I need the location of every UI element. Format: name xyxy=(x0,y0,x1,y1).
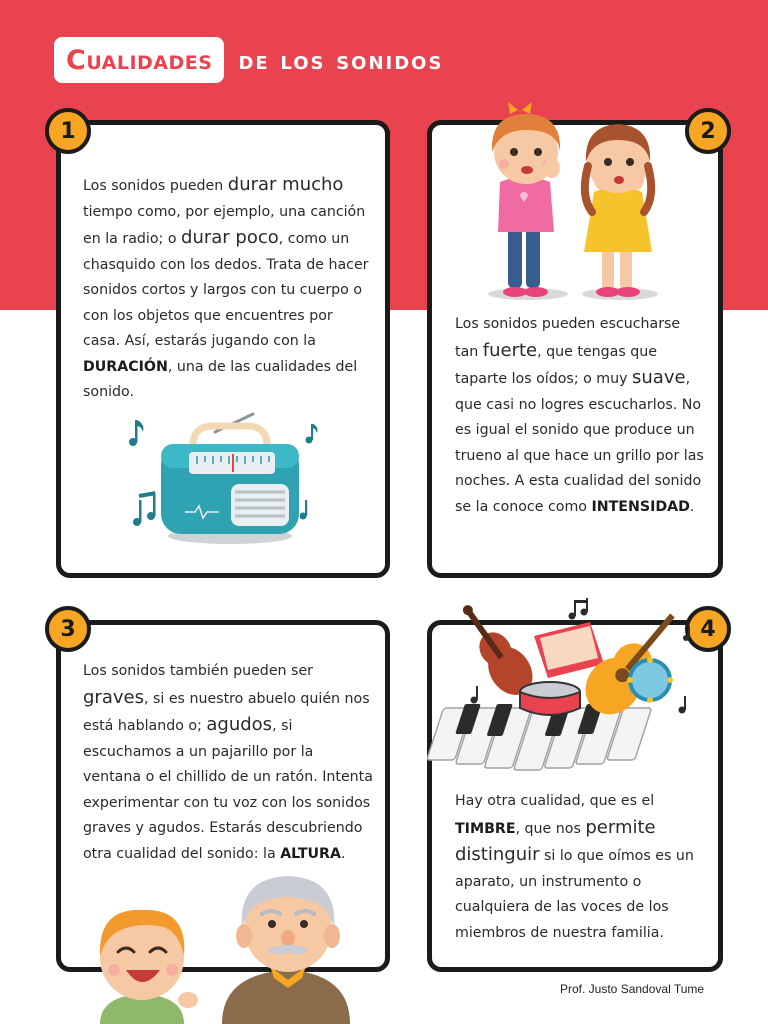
card-3-number-badge: 3 xyxy=(45,606,91,652)
card-1-number-badge: 1 xyxy=(45,108,91,154)
title-highlight-box xyxy=(54,37,224,83)
instruments-illustration xyxy=(440,596,702,776)
author-credit: Prof. Justo Sandoval Tume xyxy=(560,982,705,996)
card-4-text: Hay otra cualidad, que es el TIMBRE, que nos permite distinguir si lo que oímos es un aparato, un instrumento o cualquiera de las voces de los miembros de nuestra familia. xyxy=(455,793,694,941)
card-1-text: Los sonidos pueden durar mucho tiempo como, por ejemplo, una canción en la radio; o durar poco, como un chasquido con los dedos. Trata de hacer sonidos cortos y largos con tu cuerpo o con los objetos que encuentres por casa. Así, estarás jugando con la DURACIÓN, una de las cualidades del sonido. xyxy=(83,174,369,400)
radio-illustration xyxy=(125,412,325,547)
title-highlight: Cualidades xyxy=(66,44,213,76)
card-2-text: Los sonidos pueden escucharse tan fuerte, que tengas que taparte los oídos; o muy suave, que casi no logres escucharlos. No es igual el sonido que produce un trueno al que hace un grillo por las noches. A esta cualidad del sonido se la conoce como INTENSIDAD. xyxy=(455,316,704,515)
card-4-number-badge: 4 xyxy=(685,606,731,652)
page-title xyxy=(54,36,443,84)
girls-illustration xyxy=(470,96,670,306)
grandfather-boy-illustration xyxy=(92,866,352,1024)
title-rest: de los sonidos xyxy=(238,45,444,75)
card-2-number-badge: 2 xyxy=(685,108,731,154)
card-3-text: Los sonidos también pueden ser graves, si es nuestro abuelo quién nos está hablando o; agudos, si escuchamos a un pajarillo por la ventana o el chillido de un ratón. Intenta experimentar con tu voz con los sonidos graves y agudos. Estarás descubriendo otra cualidad del sonido: la ALTURA. xyxy=(83,663,373,862)
